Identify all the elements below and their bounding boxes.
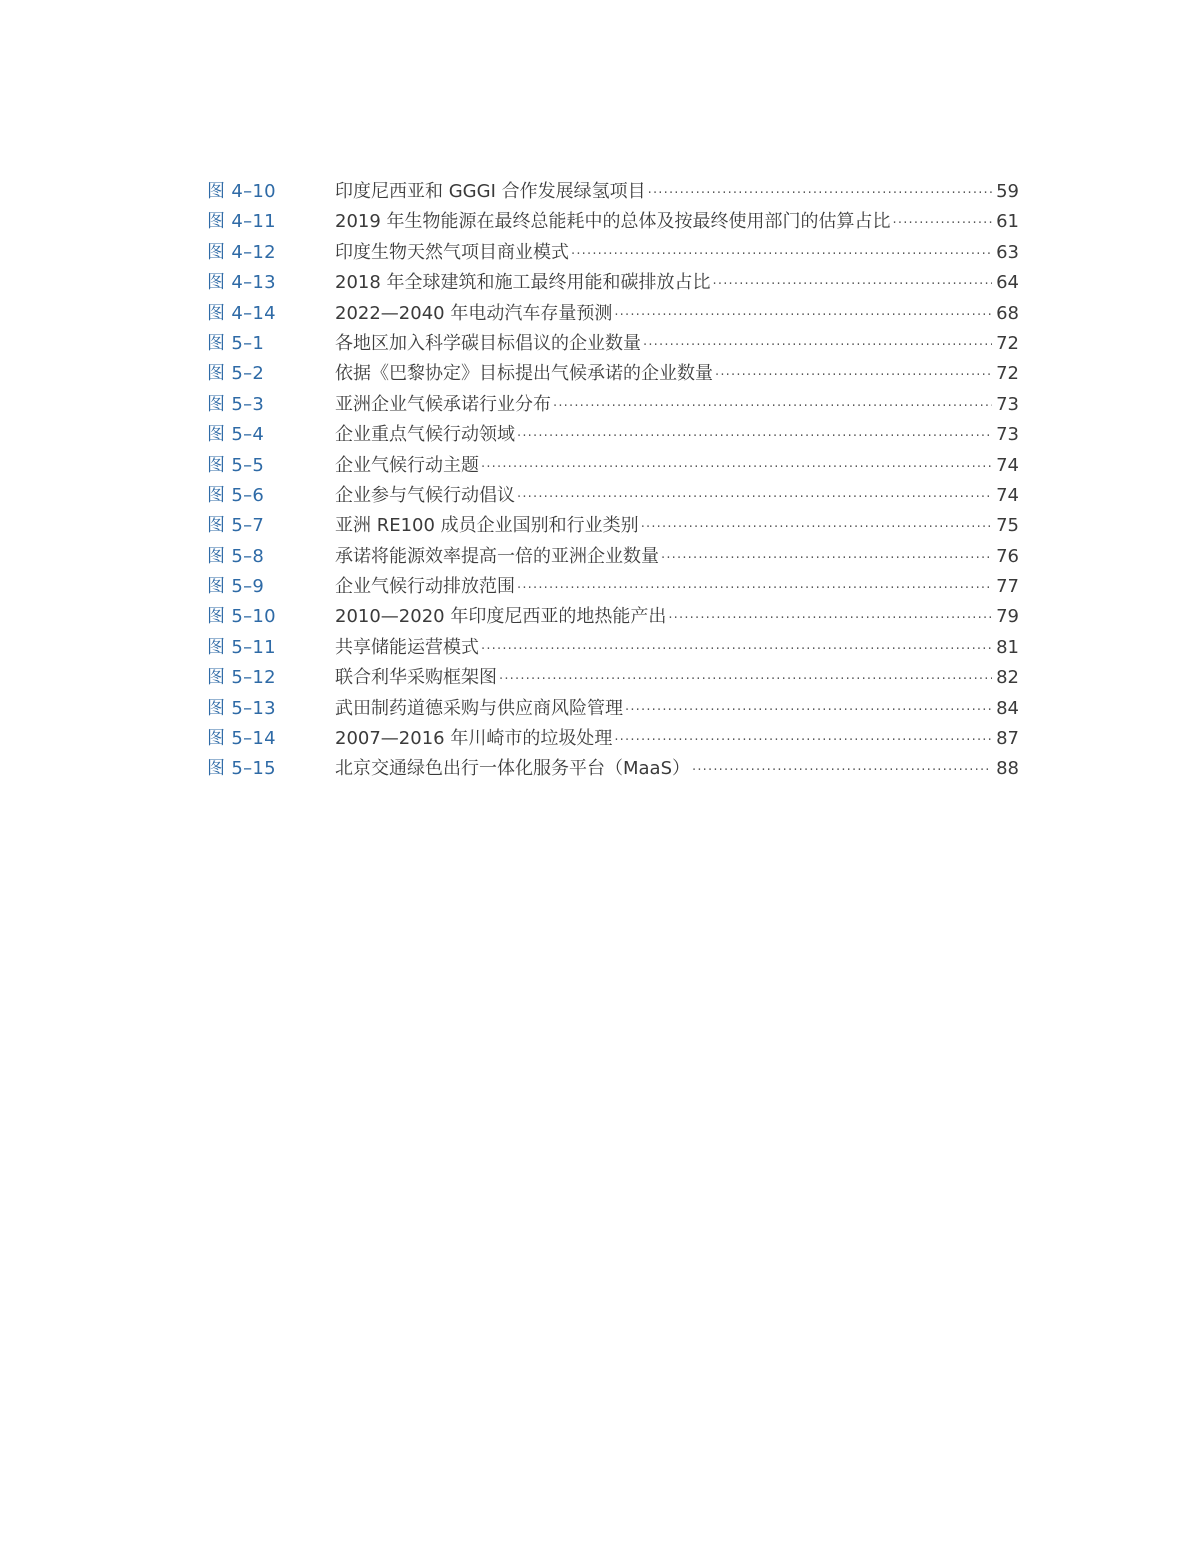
figure-title: 联合利华采购框架图 [335,667,497,689]
figure-label: 图 5–13 [207,697,276,719]
figure-label: 图 5–14 [207,728,276,750]
figure-label: 图 5–9 [207,576,265,598]
page-number: 73 [996,393,1019,415]
figure-title: 2019 年生物能源在最终总能耗中的总体及按最终使用部门的估算占比 [335,211,891,233]
figure-label: 图 4–13 [207,272,276,294]
page-number: 75 [996,515,1019,537]
page-number: 79 [996,606,1019,628]
dot-leader [481,635,992,665]
dot-leader [625,696,992,726]
dot-leader [517,422,992,452]
page-number: 73 [996,424,1019,446]
dot-leader [692,756,992,786]
figure-title: 武田制药道德采购与供应商风险管理 [335,697,623,719]
figure-label: 图 5–5 [207,454,265,476]
figure-title: 承诺将能源效率提高一倍的亚洲企业数量 [335,545,659,567]
dot-leader [661,544,992,574]
page-number: 72 [996,363,1019,385]
dot-leader [643,331,992,361]
page-number: 68 [996,302,1019,324]
figure-title: 亚洲 RE100 成员企业国别和行业类别 [335,515,639,537]
figure-title: 2018 年全球建筑和施工最终用能和碳排放占比 [335,272,711,294]
dot-leader [713,270,993,300]
toc-entry[interactable] [207,299,1019,329]
dot-leader [715,361,992,391]
page-number: 88 [996,758,1019,780]
toc-entry[interactable] [207,268,1019,298]
toc-entry[interactable] [207,329,1019,359]
figure-title: 2010—2020 年印度尼西亚的地热能产出 [335,606,667,628]
figure-title: 依据《巴黎协定》目标提出气候承诺的企业数量 [335,363,713,385]
figure-label: 图 5–15 [207,758,276,780]
toc-entry[interactable] [207,754,1019,784]
page-number: 74 [996,484,1019,506]
toc-entry[interactable] [207,420,1019,450]
figure-label: 图 4–10 [207,181,276,202]
dot-leader [517,483,992,513]
dot-leader [499,665,992,695]
page-number: 63 [996,241,1019,263]
page-number: 87 [996,728,1019,750]
figure-title: 企业参与气候行动倡议 [335,484,515,506]
toc-entry[interactable] [207,359,1019,389]
toc-entry[interactable] [207,481,1019,511]
figure-title: 北京交通绿色出行一体化服务平台（MaaS） [335,758,691,780]
figure-title: 印度尼西亚和 GGGI 合作发展绿氢项目 [335,181,646,202]
figure-label: 图 4–11 [207,211,276,233]
dot-leader [614,726,992,756]
figure-title: 2022—2040 年电动汽车存量预测 [335,302,613,324]
page-number: 77 [996,576,1019,598]
figure-label: 图 4–12 [207,241,276,263]
toc-entry[interactable] [207,511,1019,541]
dot-leader [481,453,992,483]
figure-label: 图 5–7 [207,515,265,537]
page-number: 82 [996,667,1019,689]
toc-entry[interactable] [207,694,1019,724]
figure-title: 各地区加入科学碳目标倡议的企业数量 [335,332,641,354]
figure-label: 图 5–10 [207,606,276,628]
dot-leader [517,574,992,604]
figure-label: 图 5–6 [207,484,265,506]
page-number: 84 [996,697,1019,719]
dot-leader [893,209,993,239]
toc-entry[interactable] [207,663,1019,693]
toc-entry[interactable] [207,542,1019,572]
dot-leader [648,179,992,209]
page-number: 61 [996,211,1019,233]
page-number: 64 [996,272,1019,294]
page-number: 74 [996,454,1019,476]
figure-label: 图 5–12 [207,667,276,689]
toc-entry[interactable] [207,633,1019,663]
toc-entry[interactable] [207,602,1019,632]
dot-leader [668,604,992,634]
toc-entry[interactable] [207,451,1019,481]
figure-title: 2007—2016 年川崎市的垃圾处理 [335,728,613,750]
figure-label: 图 5–4 [207,424,265,446]
figure-label: 图 5–1 [207,332,265,354]
figure-title: 亚洲企业气候承诺行业分布 [335,393,551,415]
page-number: 59 [996,181,1019,202]
figure-title: 企业重点气候行动领域 [335,424,515,446]
dot-leader [571,240,992,270]
figure-label: 图 4–14 [207,302,276,324]
toc-entry[interactable] [207,572,1019,602]
dot-leader [641,513,992,543]
dot-leader [614,301,992,331]
figure-title: 印度生物天然气项目商业模式 [335,241,569,263]
toc-entry[interactable] [207,390,1019,420]
toc-entry[interactable] [207,207,1019,237]
page-number: 81 [996,636,1019,658]
figure-label: 图 5–8 [207,545,265,567]
dot-leader [553,392,992,422]
figure-title: 企业气候行动排放范围 [335,576,515,598]
figure-list [207,177,1019,785]
figure-label: 图 5–11 [207,636,276,658]
figure-title: 共享储能运营模式 [335,636,479,658]
figure-title: 企业气候行动主题 [335,454,479,476]
toc-entry[interactable] [207,177,1019,207]
toc-entry[interactable] [207,238,1019,268]
page-number: 76 [996,545,1019,567]
figure-label: 图 5–2 [207,363,265,385]
toc-entry[interactable] [207,724,1019,754]
figure-label: 图 5–3 [207,393,265,415]
page-number: 72 [996,332,1019,354]
